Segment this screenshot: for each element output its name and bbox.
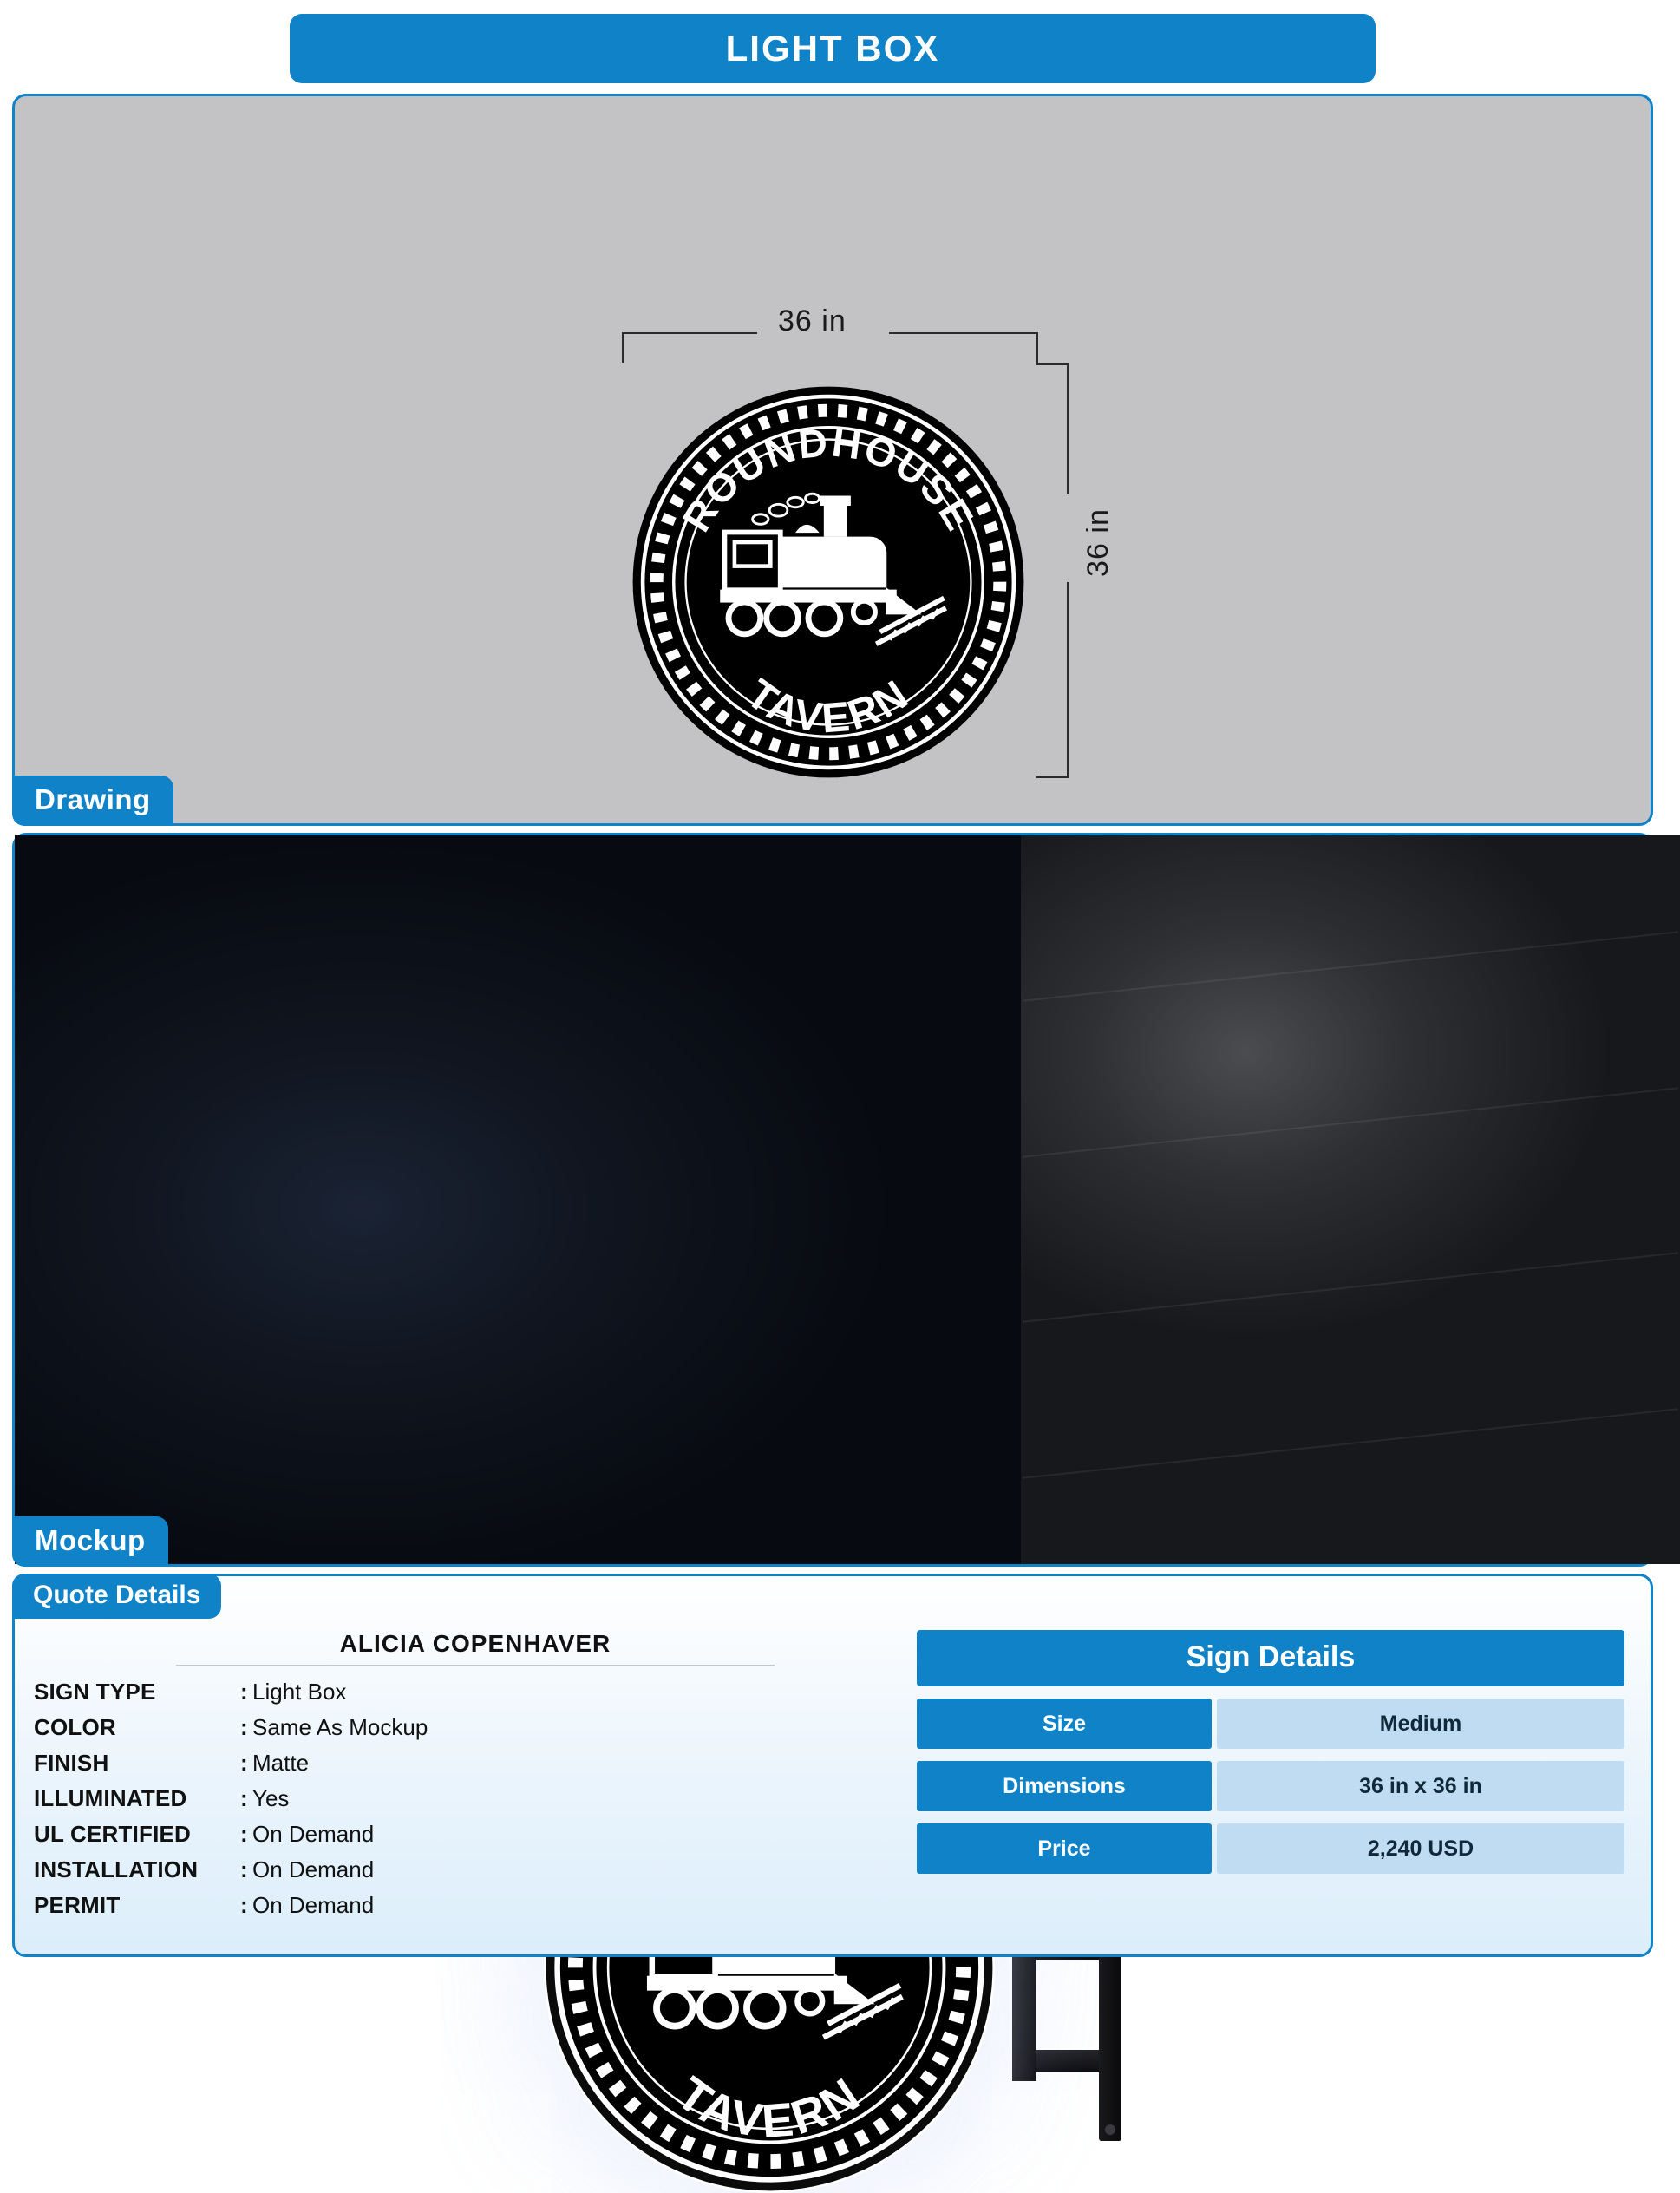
- spec-row-illuminated: [34, 1781, 917, 1817]
- dimension-tick-left: [622, 332, 624, 363]
- customer-name: ALICIA COPENHAVER: [176, 1630, 775, 1666]
- drawing-canvas: [15, 96, 1651, 823]
- sign-details-row-size: [917, 1699, 1624, 1749]
- spec-label: ILLUMINATED: [34, 1785, 187, 1811]
- spec-value: On Demand: [252, 1856, 375, 1882]
- sign-details-key: Dimensions: [917, 1761, 1212, 1811]
- dimension-tick-top: [1036, 363, 1069, 365]
- dimension-line-top-right: [889, 332, 1038, 334]
- quote-body: [15, 1630, 1651, 1923]
- sign-details-heading: Sign Details: [917, 1630, 1624, 1686]
- sign-details-key: Size: [917, 1699, 1212, 1749]
- sign-details-row-dimensions: [917, 1761, 1624, 1811]
- page-title: LIGHT BOX: [290, 14, 1376, 83]
- spec-label: FINISH: [34, 1750, 109, 1776]
- sign-details-value: Medium: [1217, 1699, 1624, 1749]
- sign-details-table: [917, 1630, 1651, 1923]
- spec-label: SIGN TYPE: [34, 1679, 156, 1705]
- spec-value: On Demand: [252, 1821, 375, 1847]
- drawing-panel: [12, 94, 1653, 826]
- spec-colon: :: [240, 1892, 248, 1918]
- spec-row-color: [34, 1710, 917, 1745]
- spec-row-ul-certified: [34, 1817, 917, 1852]
- sign-details-key: Price: [917, 1823, 1212, 1874]
- sign-details-row-price: [917, 1823, 1624, 1874]
- spec-value: Yes: [252, 1785, 290, 1811]
- page-title-row: [12, 0, 1653, 83]
- spec-row-finish: [34, 1745, 917, 1781]
- quote-details-panel: [12, 1574, 1653, 1957]
- dimension-height-label: 36 in: [1081, 508, 1115, 577]
- quote-details-tag: Quote Details: [12, 1574, 221, 1619]
- drawing-logo: [629, 383, 1028, 782]
- spec-label: PERMIT: [34, 1892, 121, 1918]
- wall-seam: [1023, 931, 1678, 1001]
- svg-text:TAVERN: TAVERN: [738, 670, 919, 743]
- dimension-line-right-top: [1067, 365, 1069, 494]
- spec-value: On Demand: [252, 1892, 375, 1918]
- spec-row-permit: [34, 1888, 917, 1923]
- spec-row-installation: [34, 1852, 917, 1888]
- svg-text:ROUNDHOUSE: ROUNDHOUSE: [673, 419, 984, 540]
- mockup-night-scene: [15, 835, 1021, 1564]
- wall-seam: [1023, 1252, 1678, 1322]
- roundhouse-tavern-logo-icon: [629, 383, 1028, 782]
- mockup-tag: Mockup: [12, 1516, 168, 1567]
- spec-row-sign-type: [34, 1674, 917, 1710]
- quote-specs: [15, 1630, 917, 1923]
- dimension-tick-right: [1036, 332, 1038, 363]
- wall-seam: [1023, 1408, 1678, 1478]
- spec-value: Same As Mockup: [252, 1714, 428, 1740]
- wall-seam: [1023, 1087, 1678, 1157]
- spec-label: COLOR: [34, 1714, 116, 1740]
- sign-details-value: 36 in x 36 in: [1217, 1761, 1624, 1811]
- spec-value: Light Box: [252, 1679, 347, 1705]
- spec-label: INSTALLATION: [34, 1856, 199, 1882]
- spec-label: UL CERTIFIED: [34, 1821, 192, 1847]
- drawing-tag: Drawing: [12, 776, 173, 826]
- dimension-line-top-left: [622, 332, 757, 334]
- mockup-wall: [1021, 835, 1680, 1564]
- spec-colon: :: [240, 1856, 248, 1882]
- spec-colon: :: [240, 1785, 248, 1811]
- spec-colon: :: [240, 1714, 248, 1740]
- sign-details-value: 2,240 USD: [1217, 1823, 1624, 1874]
- dimension-line-right-bottom: [1067, 582, 1069, 778]
- dimension-width-label: 36 in: [778, 304, 847, 337]
- svg-text:TAVERN: TAVERN: [667, 2066, 872, 2149]
- spec-value: Matte: [252, 1750, 310, 1776]
- mount-bolt: [1105, 2124, 1115, 2135]
- spec-colon: :: [240, 1679, 248, 1705]
- spec-colon: :: [240, 1750, 248, 1776]
- dimension-tick-bottom: [1036, 776, 1069, 778]
- spec-colon: :: [240, 1821, 248, 1847]
